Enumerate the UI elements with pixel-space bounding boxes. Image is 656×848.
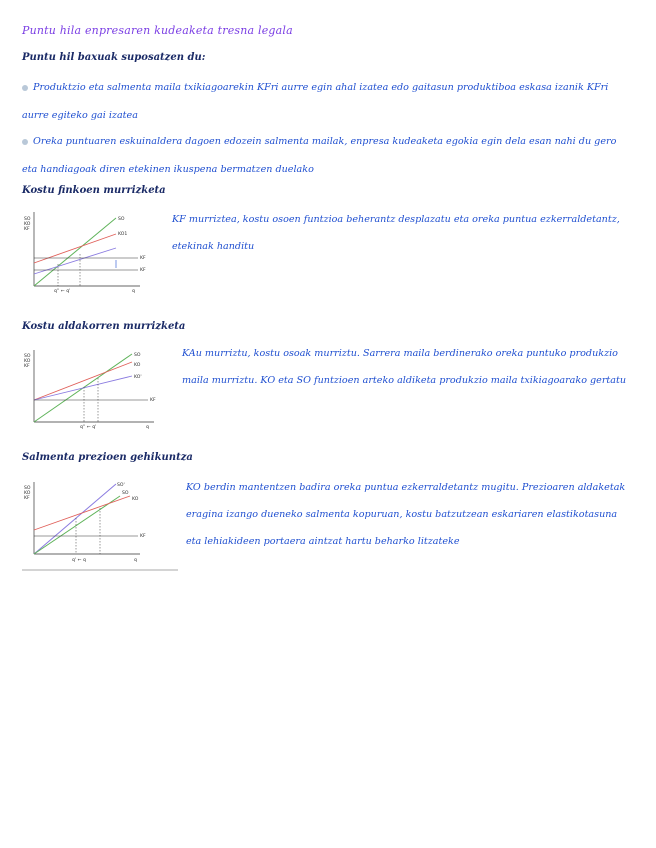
total-cost-line: [34, 496, 130, 530]
curve-label: SO': [117, 483, 125, 488]
section-text: KO berdin mantentzen badira oreka puntua ezkerraldetantz mugitu. Prezioaren aldaketak eragina izango dueneko salmenta kopuruan, kostu batzutzean eskariaren elastikotasuna eta lehiakideen portaera aintzat hartu beharko litzateke: [186, 482, 626, 547]
curve-label: KO': [134, 375, 142, 380]
bullet-item: [22, 128, 632, 184]
curve-label: KF: [140, 256, 146, 261]
section-heading-sales-prices: Salmenta prezioen gehikuntza: [22, 452, 193, 463]
y-label: SO: [24, 217, 31, 222]
fixed-costs-graph: [20, 208, 160, 296]
q-marks: q' ← q: [72, 558, 86, 563]
bullet-dot: [22, 85, 28, 91]
curve-label: KF: [140, 268, 146, 273]
curve-label: SO: [118, 217, 125, 222]
y-label: SO: [24, 354, 31, 359]
y-label: KF: [24, 496, 30, 501]
total-cost-line-reduced: [34, 376, 132, 400]
section-heading-variable-costs: Kostu aldakorren murrizketa: [22, 321, 186, 332]
y-label: KO: [24, 359, 31, 364]
y-label: SO: [24, 486, 31, 491]
bullet-item: [22, 74, 632, 130]
bullet-dot: [22, 139, 28, 145]
sales-prices-graph: [20, 478, 180, 574]
variable-costs-graph: [20, 346, 160, 432]
subtitle: Puntu hil baxuak suposatzen du:: [22, 52, 206, 63]
x-label: q: [134, 558, 137, 563]
y-label: KO: [24, 222, 31, 227]
section-text: KAu murriztu, kostu osoak murriztu. Sarrera maila berdinerako oreka puntuko produkzio maila murriztu. KO eta SO funtzioen arteko aldiketa produkzio maila txikiagoarako gertatu: [182, 348, 627, 386]
curve-label: SO: [122, 491, 129, 496]
sales-line-new: [34, 484, 116, 554]
curve-label: SO: [134, 353, 141, 358]
curve-label: KO: [132, 497, 139, 502]
y-label: KF: [24, 364, 30, 369]
page-title: Puntu hila enpresaren kudeaketa tresna legala: [22, 24, 293, 37]
total-cost-line: [34, 234, 116, 263]
q-marks: q'' ← q': [80, 425, 97, 430]
bullet-text: Produktzio eta salmenta maila txikiagoarekin KFri aurre egin ahal izatea edo gaitasun produktiboa eskasa izanik KFri aurre egiteko gai izatea: [22, 82, 609, 121]
q-marks: q'' ← q': [54, 289, 71, 294]
curve-label: KO: [134, 363, 141, 368]
y-label: KF: [24, 227, 30, 232]
curve-label: KF: [150, 398, 156, 403]
section-text: KF murriztea, kostu osoen funtzioa beherantz desplazatu eta oreka puntua ezkerraldetantz, etekinak handitu: [172, 214, 620, 252]
total-cost-line: [34, 362, 132, 400]
x-label: q: [132, 289, 135, 294]
curve-label: KF: [140, 534, 146, 539]
bullet-text: Oreka puntuaren eskuinaldera dagoen edozein salmenta mailak, enpresa kudeaketa egokia egin dela esan nahi du gero eta handiagoak diren etekinen ikuspena bermatzen duelako: [22, 136, 617, 175]
x-label: q: [146, 425, 149, 430]
section-heading-fixed-costs: Kostu finkoen murrizketa: [22, 185, 166, 196]
curve-label: KO1: [118, 232, 128, 237]
y-label: KO: [24, 491, 31, 496]
